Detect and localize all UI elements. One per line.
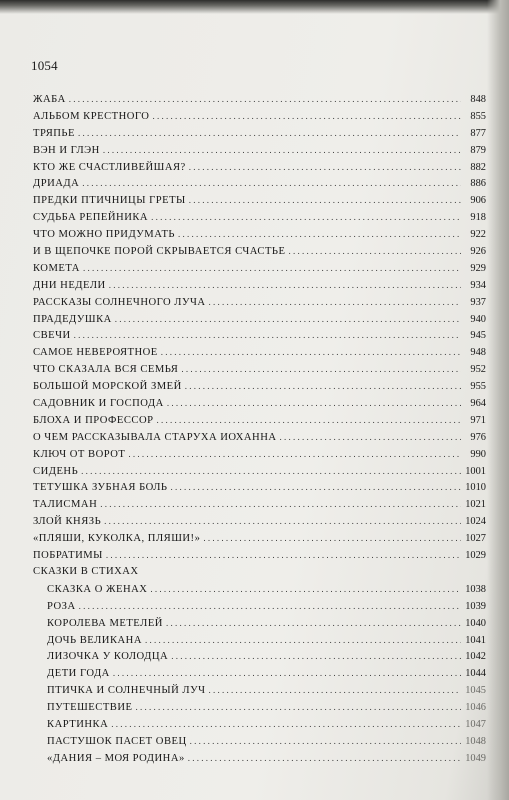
toc-entry-page: 1046 xyxy=(465,702,486,714)
toc-entry-page: 1024 xyxy=(465,516,486,528)
toc-entry-title: КОМЕТА xyxy=(33,262,80,274)
toc-entry xyxy=(33,361,486,378)
toc-entry-title: РОЗА xyxy=(47,600,76,612)
toc-entry-page: 879 xyxy=(470,144,486,156)
toc-entry-page: 937 xyxy=(470,296,486,308)
toc-leader-dots xyxy=(109,277,461,294)
toc-entry xyxy=(33,699,486,716)
toc-entry-title: ЛИЗОЧКА У КОЛОДЦА xyxy=(47,651,169,663)
toc-leader-dots xyxy=(181,361,461,378)
toc-entry-page: 1042 xyxy=(465,651,486,663)
toc-leader-dots xyxy=(78,125,461,142)
toc-entry-title: ТЕТУШКА ЗУБНАЯ БОЛЬ xyxy=(33,482,168,494)
toc-entry-title: ДОЧЬ ВЕЛИКАНА xyxy=(47,634,142,646)
toc-entry-title: ПТИЧКА И СОЛНЕЧНЫЙ ЛУЧ xyxy=(47,685,206,697)
toc-leader-dots xyxy=(167,395,461,412)
toc-entry-page: 971 xyxy=(470,414,486,426)
toc-entry-title: О ЧЕМ РАССКАЗЫВАЛА СТАРУХА ИОХАННА xyxy=(33,431,277,443)
toc-entry xyxy=(33,496,486,513)
toc-leader-dots xyxy=(280,429,461,446)
toc-entry xyxy=(33,750,486,767)
toc-entry-page: 848 xyxy=(470,94,486,105)
toc-entry-title: ДНИ НЕДЕЛИ xyxy=(33,279,106,291)
toc-entry-title: ТРЯПЬЕ xyxy=(33,127,75,139)
toc-entry-page: 1039 xyxy=(465,600,486,612)
toc-entry xyxy=(33,479,486,496)
toc-entry xyxy=(33,733,486,750)
toc-entry-title: «ДАНИЯ – МОЯ РОДИНА» xyxy=(47,752,185,764)
toc-entry-page: 1041 xyxy=(465,634,486,646)
toc-entry-page: 1027 xyxy=(465,533,486,545)
toc-entry-page: 1001 xyxy=(465,465,486,477)
toc-entry-page: 1038 xyxy=(465,583,486,595)
toc-entry-title: ПРЕДКИ ПТИЧНИЦЫ ГРЕТЫ xyxy=(33,195,186,207)
toc-leader-dots xyxy=(189,192,461,209)
toc-leader-dots xyxy=(103,142,461,159)
toc-entry xyxy=(33,125,486,142)
toc-leader-dots xyxy=(288,243,461,260)
toc-entry xyxy=(33,412,486,429)
toc-entry xyxy=(33,615,486,632)
toc-entry-page: 976 xyxy=(470,431,486,443)
toc-entry-page: 922 xyxy=(470,229,486,241)
toc-entry xyxy=(33,446,486,463)
toc-leader-dots xyxy=(150,581,461,598)
toc-entry-title: ВЭН И ГЛЭН xyxy=(33,144,100,156)
toc-entry-title: АЛЬБОМ КРЕСТНОГО xyxy=(33,110,150,122)
toc-entry-title: БОЛЬШОЙ МОРСКОЙ ЗМЕЙ xyxy=(33,381,182,393)
toc-entry-page: 855 xyxy=(470,110,486,122)
toc-entry-title: ПРАДЕДУШКА xyxy=(33,313,112,325)
toc-leader-dots xyxy=(178,226,461,243)
toc-leader-dots xyxy=(113,665,461,682)
toc-entry-title: ЧТО СКАЗАЛА ВСЯ СЕМЬЯ xyxy=(33,364,179,376)
toc-entry-title: ЗЛОЙ КНЯЗЬ xyxy=(33,516,102,528)
toc-entry xyxy=(33,716,486,733)
toc-entry xyxy=(33,260,486,277)
table-of-contents xyxy=(33,91,486,767)
toc-leader-dots xyxy=(203,530,461,547)
toc-leader-dots xyxy=(190,733,461,750)
toc-entry-page: 886 xyxy=(470,178,486,190)
toc-entry-page: 929 xyxy=(470,262,486,274)
toc-entry-page: 926 xyxy=(470,246,486,258)
toc-entry-title: КАРТИНКА xyxy=(47,718,109,730)
toc-entry-page: 1049 xyxy=(465,752,486,764)
toc-leader-dots xyxy=(81,463,461,480)
toc-entry-page: 1047 xyxy=(465,718,486,730)
toc-entry-page: 948 xyxy=(470,347,486,359)
toc-leader-dots xyxy=(104,513,461,530)
toc-entry-title: ТАЛИСМАН xyxy=(33,499,98,511)
toc-entry xyxy=(33,327,486,344)
toc-leader-dots xyxy=(161,344,461,361)
toc-leader-dots xyxy=(83,260,461,277)
toc-entry-title: ДРИАДА xyxy=(33,178,80,190)
toc-leader-dots xyxy=(69,91,461,108)
toc-entry-title: КОРОЛЕВА МЕТЕЛЕЙ xyxy=(47,617,163,629)
toc-entry-title: ПОБРАТИМЫ xyxy=(33,550,103,562)
toc-entry-title: СУДЬБА РЕПЕЙНИКА xyxy=(33,212,149,224)
toc-entry-title: И В ЩЕПОЧКЕ ПОРОЙ СКРЫВАЕТСЯ СЧАСТЬЕ xyxy=(33,246,286,258)
toc-entry xyxy=(33,682,486,699)
toc-entry xyxy=(33,665,486,682)
toc-entry-page: 1021 xyxy=(465,499,486,511)
toc-entry-page: 952 xyxy=(470,364,486,376)
toc-entry-page: 990 xyxy=(470,448,486,460)
toc-entry-title: КЛЮЧ ОТ ВОРОТ xyxy=(33,448,126,460)
toc-entry xyxy=(33,632,486,649)
toc-leader-dots xyxy=(79,598,461,615)
toc-entry xyxy=(33,378,486,395)
toc-entry-page: 955 xyxy=(470,381,486,393)
toc-entry-page: 1045 xyxy=(465,685,486,697)
toc-entry-title: СИДЕНЬ xyxy=(33,465,79,477)
toc-entry xyxy=(33,598,486,615)
toc-entry xyxy=(33,209,486,226)
toc-leader-dots xyxy=(171,479,461,496)
toc-entry xyxy=(33,530,486,547)
toc-leader-dots xyxy=(185,378,461,395)
toc-entry xyxy=(33,243,486,260)
toc-entry-title: СКАЗКИ В СТИХАХ xyxy=(33,565,139,577)
toc-leader-dots xyxy=(115,311,461,328)
toc-entry xyxy=(33,108,486,125)
toc-leader-dots xyxy=(145,632,461,649)
toc-leader-dots xyxy=(106,547,461,564)
toc-leader-dots xyxy=(111,716,461,733)
toc-leader-dots xyxy=(209,294,462,311)
toc-leader-dots xyxy=(100,496,461,513)
toc-entry-page: 945 xyxy=(470,330,486,342)
page-top-shadow xyxy=(0,0,509,14)
toc-entry-page: 1029 xyxy=(465,550,486,562)
toc-leader-dots xyxy=(135,699,461,716)
toc-entry xyxy=(33,344,486,361)
toc-entry xyxy=(33,648,486,665)
toc-leader-dots xyxy=(128,446,461,463)
toc-entry-title: СКАЗКА О ЖЕНАХ xyxy=(47,583,148,595)
toc-entry xyxy=(33,294,486,311)
toc-entry xyxy=(33,175,486,192)
toc-entry-page: 906 xyxy=(470,195,486,207)
toc-entry xyxy=(33,513,486,530)
toc-leader-dots xyxy=(188,750,461,767)
toc-entry xyxy=(33,581,486,598)
toc-entry-title: САДОВНИК И ГОСПОДА xyxy=(33,398,164,410)
toc-leader-dots xyxy=(82,175,461,192)
toc-entry-page: 964 xyxy=(470,398,486,410)
toc-entry xyxy=(33,226,486,243)
toc-entry-title: ПУТЕШЕСТВИЕ xyxy=(47,702,133,714)
toc-leader-dots xyxy=(151,209,461,226)
toc-entry xyxy=(33,277,486,294)
toc-entry-title: ЖАБА xyxy=(33,94,66,105)
toc-entry-title: ПАСТУШОК ПАСЕТ ОВЕЦ xyxy=(47,735,187,747)
toc-entry xyxy=(33,311,486,328)
toc-entry-title: РАССКАЗЫ СОЛНЕЧНОГО ЛУЧА xyxy=(33,296,206,308)
toc-leader-dots xyxy=(152,108,461,125)
page-spine-shadow xyxy=(487,0,509,800)
toc-entry-title: ДЕТИ ГОДА xyxy=(47,668,110,680)
toc-entry-title: КТО ЖЕ СЧАСТЛИВЕЙШАЯ? xyxy=(33,161,186,173)
toc-entry xyxy=(33,429,486,446)
toc-entry-title: СВЕЧИ xyxy=(33,330,71,342)
toc-leader-dots xyxy=(208,682,461,699)
toc-entry-title: ЧТО МОЖНО ПРИДУМАТЬ xyxy=(33,229,176,241)
toc-entry xyxy=(33,547,486,564)
toc-entry-page: 1044 xyxy=(465,668,486,680)
toc-leader-dots xyxy=(171,648,461,665)
toc-leader-dots xyxy=(74,327,461,344)
toc-entry-page: 918 xyxy=(470,212,486,224)
toc-entry-page: 877 xyxy=(470,127,486,139)
toc-entry-title: БЛОХА И ПРОФЕССОР xyxy=(33,414,154,426)
toc-entry xyxy=(33,192,486,209)
toc-entry xyxy=(33,564,486,581)
toc-entry xyxy=(33,142,486,159)
toc-entry-page: 1040 xyxy=(465,617,486,629)
toc-entry xyxy=(33,91,486,108)
toc-leader-dots xyxy=(157,412,461,429)
toc-entry-page: 934 xyxy=(470,279,486,291)
page-number: 1054 xyxy=(31,58,58,73)
toc-entry xyxy=(33,159,486,176)
toc-entry-title: «ПЛЯШИ, КУКОЛКА, ПЛЯШИ!» xyxy=(33,533,201,545)
toc-entry-page: 940 xyxy=(470,313,486,325)
toc-entry-page: 1010 xyxy=(465,482,486,494)
toc-entry-page: 882 xyxy=(470,161,486,173)
toc-entry xyxy=(33,395,486,412)
toc-leader-dots xyxy=(189,159,461,176)
toc-entry xyxy=(33,463,486,480)
toc-leader-dots xyxy=(166,615,461,632)
toc-entry-title: САМОЕ НЕВЕРОЯТНОЕ xyxy=(33,347,158,359)
toc-entry-page: 1048 xyxy=(465,735,486,747)
